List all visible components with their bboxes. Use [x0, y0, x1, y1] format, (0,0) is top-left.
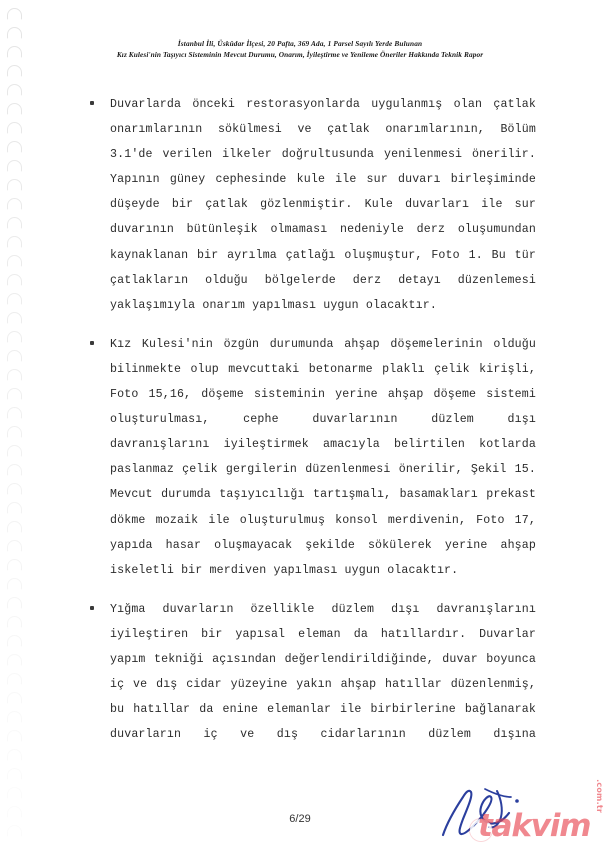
paragraph-text: Duvarlarda önceki restorasyonlarda uygulanmış olan çatlak onarımlarının sökülmesi ve çatlak onarımlarının, Bölüm 3.1'de verilen ilkeler doğrultusunda yenilenmesi önerilir. Yapının güney cephesinde kule ile sur duvarı birleşiminde düşeyde bir çatlak gözlenmiştir. Kule duvarları ile sur duvarının bütünleşik olmaması nedeniyle derz oluşumundan kaynaklanan bir ayrılma çatlağı oluşmuştur, Foto 1. Bu tür çatlakların olduğu bölgelerde derz detayı düzenlemesi yaklaşımıyla onarım yapılması uygun olacaktır. [110, 98, 536, 312]
binding-hole [7, 711, 22, 723]
binding-hole [7, 198, 22, 210]
binding-hole [7, 464, 22, 476]
binding-hole [7, 673, 22, 685]
binding-hole [7, 407, 22, 419]
binding-hole [7, 578, 22, 590]
binding-hole [7, 312, 22, 324]
binding-hole [7, 84, 22, 96]
spiral-binding-holes [0, 0, 30, 849]
binding-hole [7, 236, 22, 248]
binding-hole [7, 597, 22, 609]
bullet-marker-icon [90, 341, 94, 345]
binding-hole [7, 787, 22, 799]
bullet-paragraph [88, 332, 536, 583]
watermark-logo [466, 779, 606, 850]
binding-hole [7, 27, 22, 39]
binding-hole [7, 274, 22, 286]
binding-hole [7, 46, 22, 58]
binding-hole [7, 426, 22, 438]
binding-hole [7, 540, 22, 552]
binding-hole [7, 179, 22, 191]
binding-hole [7, 825, 22, 837]
binding-hole [7, 559, 22, 571]
binding-hole [7, 103, 22, 115]
binding-hole [7, 255, 22, 267]
binding-hole [7, 768, 22, 780]
page-number: 6/29 [289, 813, 311, 825]
binding-hole [7, 141, 22, 153]
binding-hole [7, 388, 22, 400]
binding-hole [7, 692, 22, 704]
binding-hole [7, 350, 22, 362]
bullet-paragraph [88, 597, 536, 773]
binding-hole [7, 331, 22, 343]
binding-hole [7, 122, 22, 134]
watermark-brand: takvim [478, 808, 591, 844]
watermark-tld: .com.tr [595, 779, 604, 813]
paragraph-text: Yığma duvarların özellikle düzlem dışı davranışlarını iyileştiren bir yapısal eleman da hatıllardır. Duvarlar yapım tekniği açısından değerlendirildiğinde, duvar boyunca iç ve dış cidar yüzeyine yakın ahşap hatıllar düzenlenmiş, bu hatıllar da enine elemanlar ile birbirlerine bağlanarak duvarların iç ve dış cidarlarının düzlem dışına [110, 602, 536, 742]
binding-hole [7, 502, 22, 514]
paragraph-text: Kız Kulesi'nin özgün durumunda ahşap döşemelerinin olduğu bilinmekte olup mevcuttaki betonarme plaklı çelik kirişli, Foto 15,16, döşeme sisteminin yerine ahşap döşeme sistemi oluşturulması, cephe duvarlarının düzlem dışı davranışlarını iyileştirmek amacıyla belirtilen kotlarda paslanmaz çelik gergilerin düzenlenmesi önerilir, Şekil 15. Mevcut durumda taşıyıcılığı tartışmalı, basamakları prekast dökme mozaik ile oluşturulmuş konsol merdivenin, Foto 17, yapıda hasar oluşmayacak şekilde sökülerek yerine ahşap iskeletli bir merdiven yapılması uygun olacaktır. [110, 337, 536, 577]
binding-hole [7, 654, 22, 666]
binding-hole [7, 293, 22, 305]
binding-hole [7, 160, 22, 172]
binding-hole [7, 483, 22, 495]
binding-hole [7, 217, 22, 229]
binding-hole [7, 521, 22, 533]
document-header [60, 38, 540, 60]
binding-hole [7, 730, 22, 742]
binding-hole [7, 749, 22, 761]
binding-hole [7, 445, 22, 457]
header-line-2: Kız Kulesi'nin Taşıyıcı Sisteminin Mevcut Durumu, Onarım, İyileştirme ve Yenileme Öneriler Hakkında Teknik Rapor [116, 50, 484, 59]
bullet-paragraph [88, 92, 536, 318]
binding-hole [7, 369, 22, 381]
bullet-marker-icon [90, 606, 94, 610]
binding-hole [7, 616, 22, 628]
binding-hole [7, 8, 22, 20]
bullet-marker-icon [90, 101, 94, 105]
binding-hole [7, 65, 22, 77]
header-line-1: İstanbul İli, Üsküdar İlçesi, 20 Pafta, 369 Ada, 1 Parsel Sayılı Yerde Bulunan [177, 39, 423, 48]
binding-hole [7, 635, 22, 647]
document-body [88, 92, 536, 772]
